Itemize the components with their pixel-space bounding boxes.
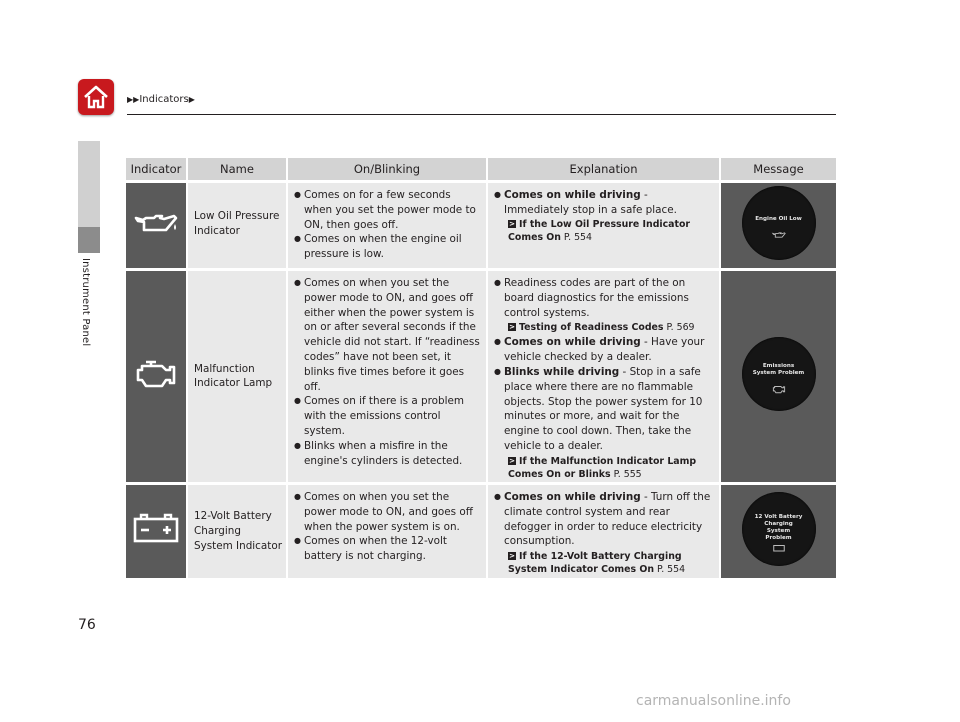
- battery-icon: [773, 544, 785, 552]
- message-display: [742, 186, 816, 260]
- list-item: ● Comes on when you set the power mode to ON, and goes off either when the power system is on or after several seconds if the vehicle did not start. If “readiness codes” have not been set, it blinks five times before it goes off.: [294, 276, 482, 394]
- reference-page: P. 554: [657, 564, 686, 576]
- on-blinking-cell: [288, 485, 488, 578]
- oil-can-icon: [134, 210, 178, 236]
- name-cell: Low Oil Pressure Indicator: [188, 183, 288, 268]
- header-rule: [127, 114, 836, 115]
- cross-reference-link[interactable]: [488, 550, 719, 576]
- text: - Immediately stop in a safe place.: [504, 189, 677, 216]
- header-message: Message: [721, 158, 836, 180]
- list-item: [494, 490, 715, 549]
- side-tab-active: [78, 227, 100, 253]
- message-cell: [721, 183, 836, 268]
- page-number: 76: [78, 617, 96, 633]
- explanation-cell: [488, 271, 721, 482]
- breadcrumb: [127, 94, 195, 105]
- table-row: [126, 183, 836, 268]
- list-item: ● Comes on when the engine oil pressure is low.: [294, 232, 482, 262]
- indicator-cell: [126, 485, 188, 578]
- on-blinking-cell: [288, 183, 488, 268]
- oil-can-icon: [771, 231, 787, 239]
- reference-title: If the 12-Volt Battery Charging System Indicator Comes On: [508, 551, 682, 576]
- cross-reference-link[interactable]: [488, 455, 719, 481]
- watermark: carmanualsonline.info: [636, 693, 791, 709]
- name-cell: Malfunction Indicator Lamp: [188, 271, 288, 482]
- reference-title: If the Low Oil Pressure Indicator Comes On: [508, 218, 691, 243]
- explanation-cell: [488, 485, 721, 578]
- reference-arrow-icon: >: [509, 219, 515, 228]
- message-text: Emissions System Problem: [752, 363, 805, 377]
- reference-page: P. 555: [613, 468, 642, 480]
- header-explanation: Explanation: [488, 158, 721, 180]
- message-text: Engine Oil Low: [755, 216, 802, 223]
- message-cell: [721, 485, 836, 578]
- engine-icon: [772, 384, 786, 394]
- text: - Turn off the climate control system and rear defogger in order to reduce electricity consumption.: [504, 490, 711, 548]
- emphasis: Comes on while driving: [504, 189, 641, 201]
- side-tab-top: [78, 141, 100, 227]
- reference-arrow-icon: >: [509, 323, 515, 332]
- message-cell: [721, 271, 836, 482]
- list-item: ● Comes on when you set the power mode to ON, and goes off when the power system is on.: [294, 490, 482, 534]
- breadcrumb-section[interactable]: Indicators: [139, 94, 189, 105]
- engine-icon: [134, 358, 178, 390]
- table-row: [126, 271, 836, 482]
- list-item: [494, 188, 715, 218]
- on-blinking-cell: [288, 271, 488, 482]
- explanation-cell: [488, 183, 721, 268]
- header-name: Name: [188, 158, 288, 180]
- reference-title: If the Malfunction Indicator Lamp Comes On or Blinks: [508, 455, 697, 480]
- header-indicator: Indicator: [126, 158, 188, 180]
- indicator-cell: [126, 183, 188, 268]
- reference-title: Testing of Readiness Codes: [519, 322, 664, 334]
- list-item: ● Blinks when a misfire in the engine's cylinders is detected.: [294, 439, 482, 469]
- reference-page: P. 554: [563, 231, 592, 243]
- breadcrumb-arrow-icon: ▶: [188, 95, 195, 104]
- message-text: 12 Volt Battery Charging System Problem: [754, 514, 803, 542]
- emphasis: Comes on while driving: [504, 490, 641, 503]
- home-button[interactable]: [78, 79, 114, 115]
- list-item: ● Comes on when the 12-volt battery is not charging.: [294, 534, 482, 564]
- table-row: [126, 485, 836, 578]
- indicator-cell: [126, 271, 188, 482]
- reference-page: P. 569: [666, 322, 695, 334]
- list-item: [494, 365, 715, 454]
- text: - Stop in a safe place where there are no flammable objects. Stop the power system for 10 minutes or more, and wait for the engine to cool down. Then, take the vehicle to a dealer.: [504, 365, 703, 452]
- cross-reference-link[interactable]: [488, 321, 719, 334]
- header-on-blinking: On/Blinking: [288, 158, 488, 180]
- message-display: [742, 337, 816, 411]
- reference-arrow-icon: >: [509, 552, 515, 561]
- list-item: [494, 335, 715, 365]
- emphasis: Blinks while driving: [504, 365, 620, 378]
- breadcrumb-arrow-icon: ▶▶: [127, 95, 140, 104]
- emphasis: Comes on while driving: [504, 336, 641, 349]
- battery-icon: [132, 513, 180, 545]
- list-item: ● Readiness codes are part of the on board diagnostics for the emissions control systems.: [494, 276, 715, 320]
- name-cell: 12-Volt Battery Charging System Indicator: [188, 485, 288, 578]
- indicator-table: [126, 155, 836, 581]
- message-display: [742, 492, 816, 566]
- table-header-row: [126, 158, 836, 180]
- text: - Have your vehicle checked by a dealer.: [504, 336, 705, 364]
- list-item: ● Comes on for a few seconds when you set the power mode to ON, then goes off.: [294, 188, 482, 232]
- reference-arrow-icon: >: [509, 456, 515, 465]
- list-item: ● Comes on if there is a problem with the emissions control system.: [294, 394, 482, 438]
- home-icon: [82, 83, 110, 111]
- side-section-label: Instrument Panel: [80, 258, 91, 347]
- cross-reference-link[interactable]: [488, 218, 719, 244]
